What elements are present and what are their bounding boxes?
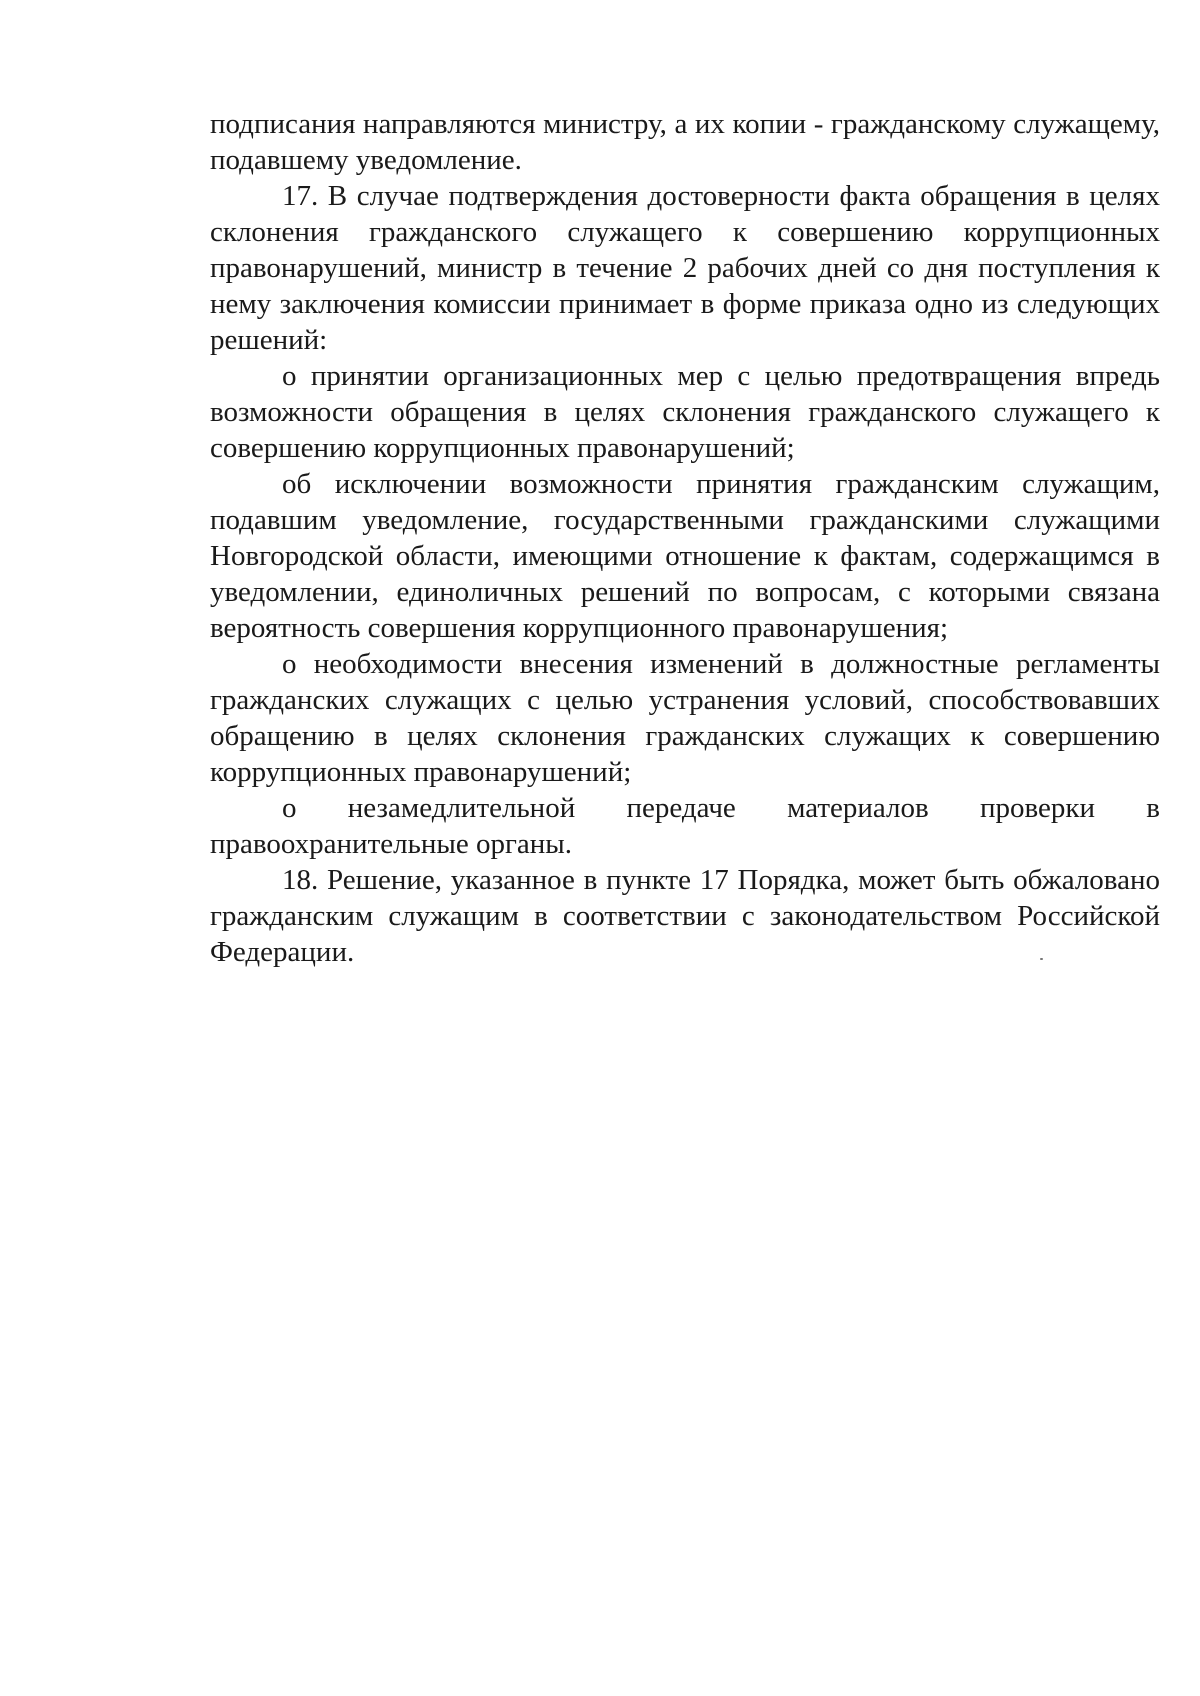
paragraph-continuation: подписания направляются министру, а их копии - гражданскому служащему, подавшему уведомление.	[210, 108, 1160, 176]
paragraph-item-18: 18. Решение, указанное в пункте 17 Порядка, может быть обжаловано гражданским служащим в соответствии с законодательством Российской Федерации.	[210, 864, 1160, 968]
paragraph-option-exclusion: об исключении возможности принятия гражданским служащим, подавшим уведомление, государственными гражданскими служащими Новгородской области, имеющими отношение к фактам, содержащимся в уведомлении, единоличных решений по вопросам, с которыми связана вероятность совершения коррупционного правонарушения;	[210, 468, 1160, 644]
paragraph-item-17: 17. В случае подтверждения достоверности факта обращения в целях склонения гражданского служащего к совершению коррупционных правонарушений, министр в течение 2 рабочих дней со дня поступления к нему заключения комиссии принимает в форме приказа одно из следующих решений:	[210, 180, 1160, 356]
paragraph-option-regulation-changes: о необходимости внесения изменений в должностные регламенты гражданских служащих с целью устранения условий, способствовавших обращению в целях склонения гражданских служащих к совершению коррупционных правонарушений;	[210, 648, 1160, 788]
scan-artifact	[1040, 958, 1043, 960]
paragraph-option-organizational-measures: о принятии организационных мер с целью предотвращения впредь возможности обращения в целях склонения гражданского служащего к совершению коррупционных правонарушений;	[210, 360, 1160, 464]
document-body	[210, 106, 1160, 970]
paragraph-option-law-enforcement: о незамедлительной передаче материалов проверки в правоохранительные органы.	[210, 792, 1160, 860]
